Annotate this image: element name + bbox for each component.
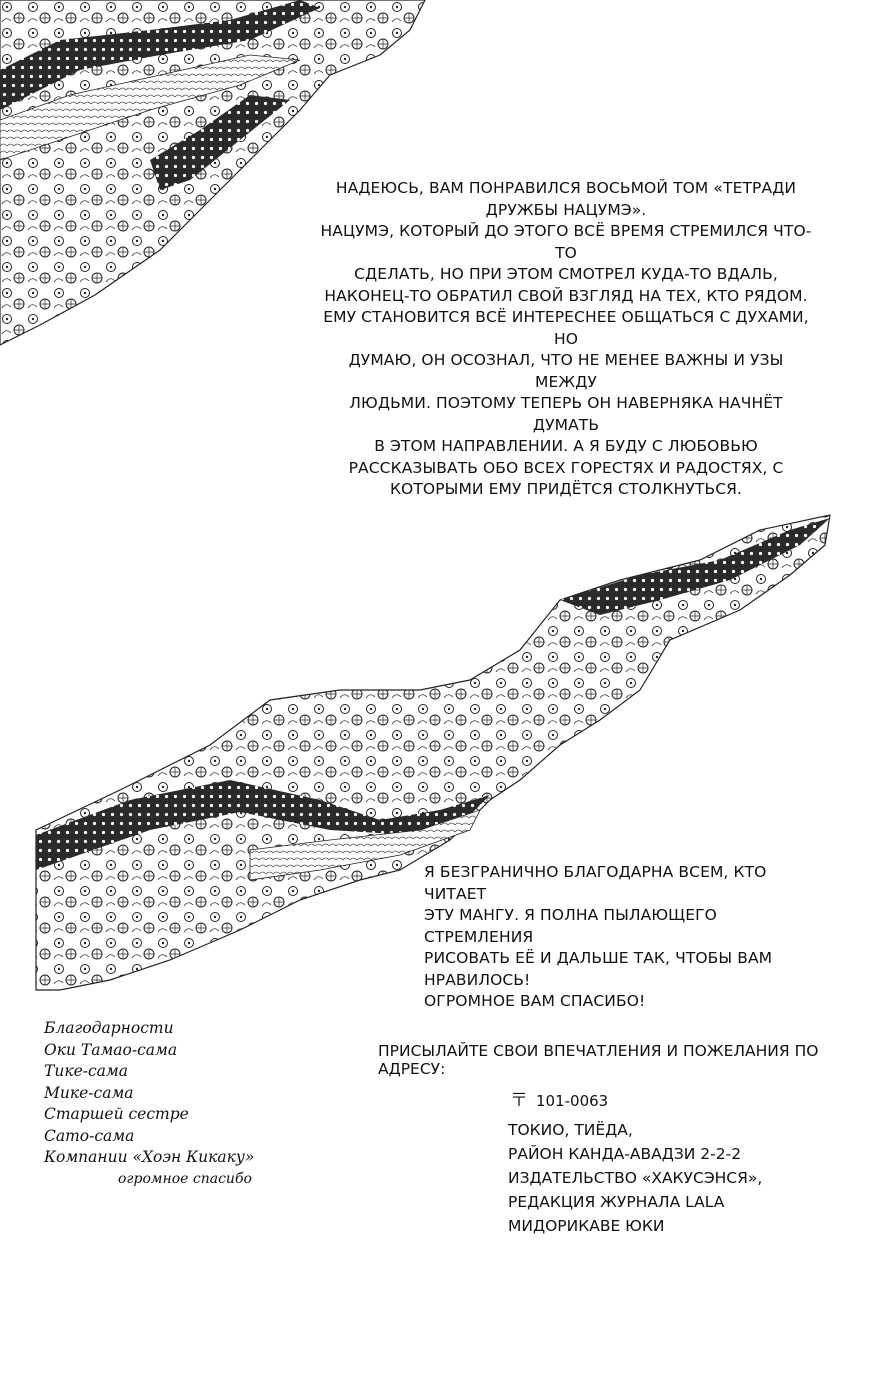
address-line: ИЗДАТЕЛЬСТВО «ХАКУСЭНСЯ»,: [508, 1169, 763, 1187]
acknowledgements: [44, 1018, 284, 1190]
afterword-line: ЕМУ СТАНОВИТСЯ ВСЁ ИНТЕРЕСНЕЕ ОБЩАТЬСЯ С ДУХАМИ, НО: [323, 308, 809, 348]
postal-mark-icon: 〒: [510, 1090, 528, 1111]
address-line: РАЙОН КАНДА-АВАДЗИ 2-2-2: [508, 1145, 742, 1163]
afterword-line: ДРУЖБЫ НАЦУМЭ».: [485, 200, 647, 219]
postal-code-line: [510, 1086, 608, 1112]
reader-thanks-line: Я БЕЗГРАНИЧНО БЛАГОДАРНА ВСЕМ, КТО ЧИТАЕТ: [424, 863, 767, 903]
acknowledgement-name: Компании «Хоэн Кикаку»: [44, 1148, 255, 1166]
acknowledgements-heading: Благодарности: [44, 1019, 174, 1037]
mailing-address: [508, 1118, 868, 1238]
afterword-line: СДЕЛАТЬ, НО ПРИ ЭТОМ СМОТРЕЛ КУДА-ТО ВДАЛЬ,: [354, 265, 778, 283]
acknowledgement-name: Тике-сама: [44, 1062, 129, 1080]
afterword-line: КОТОРЫМИ ЕМУ ПРИДЁТСЯ СТОЛКНУТЬСЯ.: [389, 480, 743, 498]
afterword-text: [318, 178, 814, 501]
reader-thanks-line: РИСОВАТЬ ЕЁ И ДАЛЬШЕ ТАК, ЧТОБЫ ВАМ: [424, 949, 773, 967]
afterword-line: НАЦУМЭ, КОТОРЫЙ ДО ЭТОГО ВСЁ ВРЕМЯ СТРЕМИЛСЯ ЧТО-ТО: [320, 222, 812, 262]
reader-thanks-text: [424, 862, 824, 1013]
reader-thanks-line: НРАВИЛОСЬ!: [424, 970, 531, 989]
acknowledgement-name: Мике-сама: [44, 1083, 134, 1102]
afterword-line: НАДЕЮСЬ, ВАМ ПОНРАВИЛСЯ ВОСЬМОЙ ТОМ «ТЕТРАДИ: [335, 179, 797, 197]
acknowledgement-name: Оки Тамао-сама: [44, 1040, 178, 1059]
address-line: МИДОРИКАВЕ ЮКИ: [508, 1217, 665, 1235]
afterword-line: В ЭТОМ НАПРАВЛЕНИИ. А Я БУДУ С ЛЮБОВЬЮ: [374, 437, 758, 455]
mail-prompt: ПРИСЫЛАЙТЕ СВОИ ВПЕЧАТЛЕНИЯ И ПОЖЕЛАНИЯ ПО АДРЕСУ:: [378, 1042, 819, 1078]
address-line: ТОКИО, ТИЁДА,: [508, 1121, 633, 1139]
afterword-line: РАССКАЗЫВАТЬ ОБО ВСЕХ ГОРЕСТЯХ И РАДОСТЯХ, С: [348, 458, 784, 477]
acknowledgements-footer: огромное спасибо: [118, 1170, 252, 1187]
afterword-line: ЛЮДЬМИ. ПОЭТОМУ ТЕПЕРЬ ОН НАВЕРНЯКА НАЧНЁТ ДУМАТЬ: [349, 394, 783, 434]
acknowledgement-name: Сато-сама: [44, 1126, 135, 1145]
reader-thanks-line: ЭТУ МАНГУ. Я ПОЛНА ПЫЛАЮЩЕГО СТРЕМЛЕНИЯ: [424, 906, 717, 946]
acknowledgement-name: Старшей сестре: [44, 1105, 189, 1123]
reader-thanks-line: ОГРОМНОЕ ВАМ СПАСИБО!: [424, 992, 646, 1010]
afterword-line: НАКОНЕЦ-ТО ОБРАТИЛ СВОЙ ВЗГЛЯД НА ТЕХ, КТО РЯДОМ.: [324, 286, 808, 305]
postal-code: 101-0063: [536, 1092, 609, 1110]
address-line: РЕДАКЦИЯ ЖУРНАЛА LALA: [508, 1193, 725, 1211]
afterword-line: ДУМАЮ, ОН ОСОЗНАЛ, ЧТО НЕ МЕНЕЕ ВАЖНЫ И УЗЫ МЕЖДУ: [348, 351, 784, 391]
